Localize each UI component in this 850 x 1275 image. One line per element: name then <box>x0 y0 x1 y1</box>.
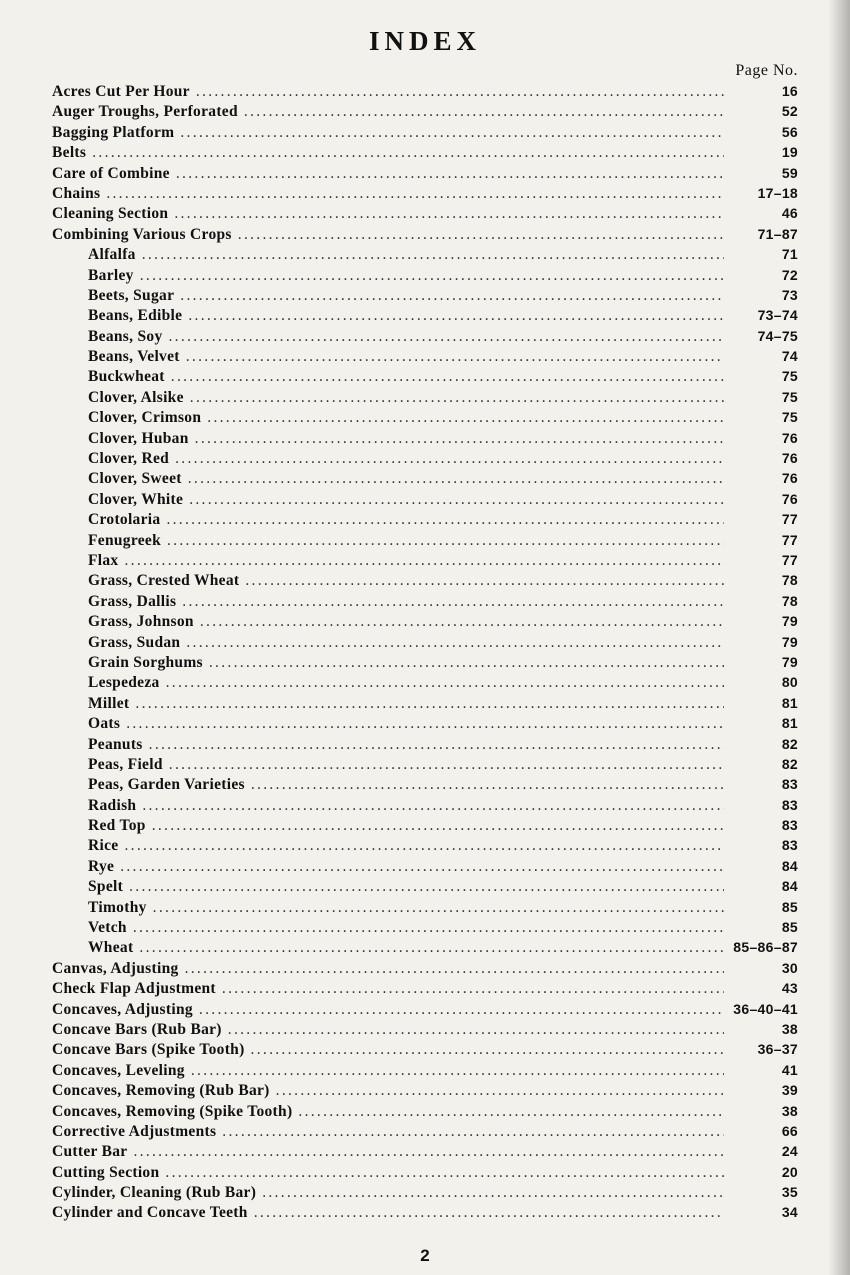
entry-page-number: 56 <box>781 123 798 140</box>
entry-page-number: 83 <box>781 837 798 854</box>
entry-label: Crotolaria <box>88 511 161 529</box>
entry-label: Wheat <box>88 939 134 957</box>
index-entry <box>52 163 798 183</box>
dot-leader <box>245 571 724 591</box>
dot-leader <box>186 347 724 367</box>
entry-label: Care of Combine <box>52 164 170 182</box>
index-subentry <box>52 366 798 386</box>
index-subentry <box>52 387 798 407</box>
entry-label: Rice <box>88 837 119 855</box>
entry-label: Cleaning Section <box>52 205 169 223</box>
index-subentry <box>52 550 798 570</box>
index-entry <box>52 142 798 162</box>
entry-label: Beans, Velvet <box>88 348 180 366</box>
entry-page-number: 85 <box>781 919 798 936</box>
entry-label: Fenugreek <box>88 531 162 549</box>
dot-leader <box>142 245 724 265</box>
dot-leader <box>124 551 724 571</box>
index-entry <box>52 1162 798 1182</box>
entry-label: Oats <box>88 715 121 733</box>
entry-label: Chains <box>52 184 101 202</box>
dot-leader <box>149 735 724 755</box>
index-entry <box>52 1182 798 1202</box>
entry-page-number: 85 <box>781 898 798 915</box>
index-subentry <box>52 795 798 815</box>
entry-label: Acres Cut Per Hour <box>52 83 190 100</box>
dot-leader <box>175 449 724 469</box>
dot-leader <box>140 266 724 286</box>
index-entry <box>52 1141 798 1161</box>
index-entry <box>52 958 798 978</box>
entry-label: Concaves, Adjusting <box>52 1000 193 1018</box>
dot-leader <box>169 755 724 775</box>
entry-page-number: 19 <box>781 144 798 161</box>
entry-label: Concaves, Removing (Spike Tooth) <box>52 1102 293 1120</box>
dot-leader <box>251 1040 724 1060</box>
index-entry <box>52 1121 798 1141</box>
dot-leader <box>222 1122 724 1142</box>
dot-leader <box>182 592 724 612</box>
entry-page-number: 73–74 <box>757 307 798 324</box>
entry-label: Radish <box>88 796 137 814</box>
index-subentry <box>52 897 798 917</box>
index-entry <box>52 999 798 1019</box>
page-edge-shadow <box>828 0 850 1275</box>
entry-label: Concave Bars (Rub Bar) <box>52 1020 222 1038</box>
index-subentry <box>52 244 798 264</box>
dot-leader <box>186 633 724 653</box>
dot-leader <box>142 796 724 816</box>
dot-leader <box>169 327 725 347</box>
index-entry <box>52 978 798 998</box>
dot-leader <box>222 979 724 999</box>
page-title: INDEX <box>368 26 481 56</box>
index-subentry <box>52 835 798 855</box>
index-entry <box>52 1060 798 1080</box>
index-subentry <box>52 774 798 794</box>
index-subentry <box>52 489 798 509</box>
index-subentry <box>52 876 798 896</box>
dot-leader <box>244 102 724 122</box>
entry-page-number: 79 <box>781 653 798 670</box>
entry-page-number: 17–18 <box>757 184 798 201</box>
entry-page-number: 78 <box>781 572 798 589</box>
entry-page-number: 77 <box>781 511 798 528</box>
entry-page-number: 77 <box>781 551 798 568</box>
entry-label: Beets, Sugar <box>88 286 175 304</box>
index-subentry <box>52 734 798 754</box>
entry-label: Auger Troughs, Perforated <box>52 103 238 121</box>
index-subentry <box>52 407 798 427</box>
entry-page-number: 85–86–87 <box>733 939 798 956</box>
entry-page-number: 30 <box>781 959 798 976</box>
index-entry <box>52 81 798 101</box>
entry-label: Canvas, Adjusting <box>52 959 179 977</box>
dot-leader <box>185 959 724 979</box>
index-subentry <box>52 693 798 713</box>
index-subentry <box>52 632 798 652</box>
entry-page-number: 76 <box>781 429 798 446</box>
entry-page-number: 76 <box>781 470 798 487</box>
entry-label: Grain Sorghums <box>88 653 203 671</box>
entry-page-number: 71–87 <box>757 225 798 242</box>
entry-page-number: 74–75 <box>757 327 798 344</box>
dot-leader <box>207 408 724 428</box>
dot-leader <box>188 469 724 489</box>
entry-label: Vetch <box>88 919 127 937</box>
entry-label: Clover, Crimson <box>88 409 202 427</box>
index-entry <box>52 1019 798 1039</box>
entry-page-number: 34 <box>781 1204 798 1221</box>
entry-page-number: 77 <box>781 531 798 548</box>
entry-page-number: 52 <box>781 103 798 120</box>
entry-page-number: 38 <box>781 1020 798 1037</box>
entry-page-number: 73 <box>781 286 798 303</box>
dot-leader <box>196 82 724 102</box>
entry-label: Corrective Adjustments <box>52 1122 217 1140</box>
index-entry <box>52 203 798 223</box>
entry-page-number: 83 <box>781 796 798 813</box>
entry-page-number: 75 <box>781 368 798 385</box>
entry-page-number: 78 <box>781 592 798 609</box>
entry-label: Grass, Dallis <box>88 592 177 610</box>
entry-label: Combining Various Crops <box>52 225 232 243</box>
index-subentry <box>52 937 798 957</box>
entry-page-number: 39 <box>781 1082 798 1099</box>
entry-label: Spelt <box>88 878 124 896</box>
page-number-column-header: Page No. <box>735 62 798 79</box>
entry-label: Check Flap Adjustment <box>52 980 216 998</box>
entry-page-number: 71 <box>781 246 798 263</box>
dot-leader <box>133 918 724 938</box>
dot-leader <box>190 388 724 408</box>
dot-leader <box>209 653 724 673</box>
entry-label: Peas, Garden Varieties <box>88 776 245 794</box>
index-subentry <box>52 917 798 937</box>
index-subentry <box>52 570 798 590</box>
entry-label: Red Top <box>88 817 146 835</box>
entry-page-number: 82 <box>781 755 798 772</box>
index-entry <box>52 1101 798 1121</box>
entry-page-number: 41 <box>781 1061 798 1078</box>
entry-label: Bagging Platform <box>52 123 175 141</box>
dot-leader <box>120 857 724 877</box>
index-subentry <box>52 672 798 692</box>
entry-label: Cutting Section <box>52 1163 160 1181</box>
entry-label: Clover, Huban <box>88 429 189 447</box>
dot-leader <box>199 1000 724 1020</box>
entry-page-number: 79 <box>781 613 798 630</box>
index-entry <box>52 1202 798 1222</box>
dot-leader <box>135 694 724 714</box>
entry-label: Cutter Bar <box>52 1143 128 1161</box>
entry-label: Buckwheat <box>88 368 165 386</box>
entry-label: Clover, Red <box>88 450 170 468</box>
entry-page-number: 66 <box>781 1122 798 1139</box>
index-subentry <box>52 652 798 672</box>
dot-leader <box>180 123 724 143</box>
dot-leader <box>165 1163 724 1183</box>
entry-page-number: 84 <box>781 878 798 895</box>
entry-label: Belts <box>52 144 87 162</box>
entry-page-number: 81 <box>781 715 798 732</box>
dot-leader <box>200 612 724 632</box>
index-subentry <box>52 468 798 488</box>
dot-leader <box>262 1183 724 1203</box>
entry-page-number: 36–37 <box>757 1041 798 1058</box>
entry-page-number: 79 <box>781 633 798 650</box>
index-entry <box>52 183 798 203</box>
entry-page-number: 83 <box>781 776 798 793</box>
entry-label: Concaves, Leveling <box>52 1061 185 1079</box>
index-entry <box>52 101 798 121</box>
entry-label: Grass, Sudan <box>88 633 181 651</box>
entry-label: Grass, Johnson <box>88 613 194 631</box>
entry-page-number: 83 <box>781 817 798 834</box>
entry-label: Concave Bars (Spike Tooth) <box>52 1041 245 1059</box>
index-subentry <box>52 265 798 285</box>
entry-label: Beans, Soy <box>88 327 163 345</box>
index-subentry <box>52 326 798 346</box>
entry-page-number: 75 <box>781 409 798 426</box>
entry-page-number: 81 <box>781 694 798 711</box>
index-subentry <box>52 305 798 325</box>
entry-label: Peas, Field <box>88 755 163 773</box>
dot-leader <box>152 816 724 836</box>
dot-leader <box>180 286 724 306</box>
index-subentry <box>52 713 798 733</box>
index-entry <box>52 1080 798 1100</box>
entry-label: Alfalfa <box>88 246 136 264</box>
entry-page-number: 76 <box>781 490 798 507</box>
dot-leader <box>133 1142 724 1162</box>
entry-page-number: 84 <box>781 857 798 874</box>
index-entry <box>52 122 798 142</box>
dot-leader <box>176 164 724 184</box>
entry-label: Timothy <box>88 898 147 916</box>
entry-page-number: 20 <box>781 1163 798 1180</box>
entry-label: Clover, Alsike <box>88 388 184 406</box>
dot-leader <box>276 1081 724 1101</box>
index-entry <box>52 1039 798 1059</box>
entry-page-number: 16 <box>781 83 798 99</box>
entry-label: Cylinder, Cleaning (Rub Bar) <box>52 1184 257 1202</box>
dot-leader <box>166 510 724 530</box>
entry-page-number: 24 <box>781 1143 798 1160</box>
dot-leader <box>124 836 724 856</box>
index-entry <box>52 224 798 244</box>
dot-leader <box>106 184 724 204</box>
index-subentry <box>52 448 798 468</box>
entry-label: Clover, White <box>88 490 184 508</box>
entry-label: Cylinder and Concave Teeth <box>52 1204 248 1222</box>
dot-leader <box>167 531 724 551</box>
dot-leader <box>189 490 724 510</box>
entry-label: Millet <box>88 694 130 712</box>
dot-leader <box>153 898 724 918</box>
entry-page-number: 59 <box>781 164 798 181</box>
index-entries <box>52 81 798 1223</box>
footer-page-number: 2 <box>420 1246 430 1265</box>
index-subentry <box>52 815 798 835</box>
entry-page-number: 80 <box>781 674 798 691</box>
dot-leader <box>129 877 724 897</box>
entry-label: Flax <box>88 551 119 569</box>
entry-page-number: 36–40–41 <box>733 1000 798 1017</box>
entry-label: Barley <box>88 266 134 284</box>
entry-label: Beans, Edible <box>88 307 183 325</box>
entry-label: Peanuts <box>88 735 143 753</box>
dot-leader <box>191 1061 724 1081</box>
entry-label: Clover, Sweet <box>88 470 182 488</box>
entry-label: Rye <box>88 857 115 875</box>
entry-page-number: 75 <box>781 388 798 405</box>
dot-leader <box>238 225 724 245</box>
index-subentry <box>52 591 798 611</box>
index-subentry <box>52 285 798 305</box>
index-subentry <box>52 856 798 876</box>
dot-leader <box>254 1203 724 1223</box>
entry-page-number: 82 <box>781 735 798 752</box>
dot-leader <box>298 1102 724 1122</box>
dot-leader <box>126 714 724 734</box>
index-subentry <box>52 346 798 366</box>
entry-label: Grass, Crested Wheat <box>88 572 240 590</box>
dot-leader <box>171 367 724 387</box>
dot-leader <box>228 1020 724 1040</box>
index-subentry <box>52 530 798 550</box>
index-subentry <box>52 509 798 529</box>
entry-page-number: 46 <box>781 205 798 222</box>
dot-leader <box>92 143 724 163</box>
entry-label: Lespedeza <box>88 674 160 692</box>
index-subentry <box>52 754 798 774</box>
entry-page-number: 35 <box>781 1184 798 1201</box>
dot-leader <box>251 775 724 795</box>
entry-page-number: 76 <box>781 450 798 467</box>
dot-leader <box>139 938 724 958</box>
entry-page-number: 38 <box>781 1102 798 1119</box>
dot-leader <box>166 673 724 693</box>
entry-page-number: 43 <box>781 980 798 997</box>
index-subentry <box>52 428 798 448</box>
entry-label: Concaves, Removing (Rub Bar) <box>52 1082 270 1100</box>
dot-leader <box>174 204 724 224</box>
dot-leader <box>188 306 724 326</box>
dot-leader <box>195 429 724 449</box>
entry-page-number: 72 <box>781 266 798 283</box>
entry-page-number: 74 <box>781 348 798 365</box>
index-subentry <box>52 611 798 631</box>
